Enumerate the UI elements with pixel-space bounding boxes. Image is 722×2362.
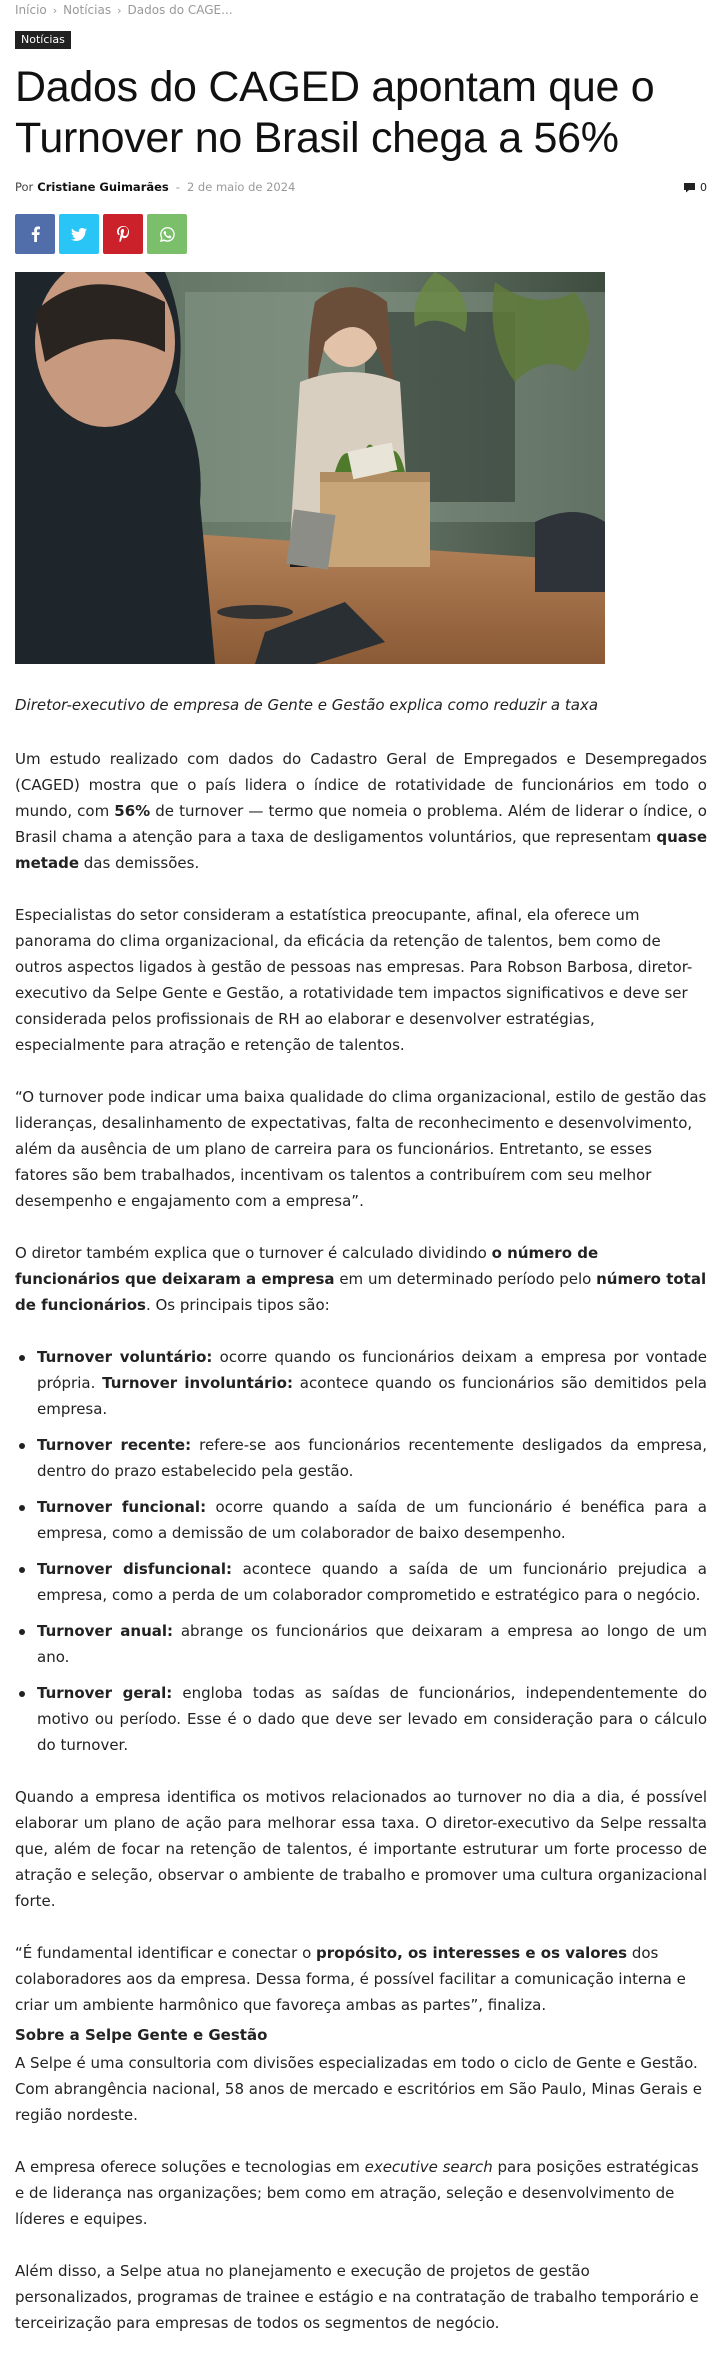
text-span: “É fundamental identificar e conectar o [15,1944,317,1962]
list-item-desc: abrange os funcionários que deixaram a empresa ao longo de um ano. [37,1622,708,1666]
bold-text: os interesses e os valores [408,1944,628,1962]
share-buttons [15,214,707,254]
text-span: A empresa oferece soluções e tecnologias em [15,2158,365,2176]
bold-text: o número de funcionários que deixaram a empresa [15,1244,599,1288]
pinterest-share-button[interactable] [103,214,143,254]
list-item [37,1618,707,1670]
paragraph-8 [15,2154,707,2232]
bold-text: propósito [316,1944,398,1962]
comment-icon [683,182,696,193]
article-title: Dados do CAGED apontam que o Turnover no Brasil chega a 56% [15,63,655,162]
text-span: O diretor também explica que o turnover é calculado dividindo [15,1244,492,1262]
list-item-term: Turnover anual: [37,1622,174,1640]
comments-count-value: 0 [700,180,707,194]
pinterest-icon [117,226,129,242]
paragraph-3-quote: “O turnover pode indicar uma baixa qualidade do clima organizacional, estilo de gestão das lideranças, desalinhamento de expectativas, falta de reconhecimento e desenvolvimento, além da ausência de um plano de carreira para os funcionários. Entretanto, se esses fatores são bem trabalhados, incentivam os talentos a contribuírem com seu melhor desempenho e engajamento com a empresa”. [15,1088,707,1210]
publish-date: 2 de maio de 2024 [186,180,296,194]
hero-photo-illustration [15,272,605,664]
list-item [37,1344,707,1422]
breadcrumb-home[interactable]: Início [15,3,47,17]
paragraph-4 [15,1240,707,1318]
article-meta [15,178,707,196]
list-item [37,1494,707,1546]
chevron-right-icon: › [117,4,122,17]
list-item [37,1680,707,1758]
bold-text: , [397,1944,408,1962]
list-item-term: Turnover geral: [37,1684,173,1702]
bold-text: quase metade [15,828,707,872]
whatsapp-icon [159,226,176,243]
by-label: Por [15,180,34,194]
paragraph-2: Especialistas do setor consideram a estatística preocupante, afinal, ela oferece um panorama do clima organizacional, da eficácia da retenção de talentos, bem como de outros aspectos ligados à gestão de pessoas nas empresas. Para Robson Barbosa, diretor-executivo da Selpe Gente e Gestão, a rotatividade tem impactos significativos e deve ser considerada pelos profissionais de RH ao elaborar e desenvolver estratégias, especialmente para atração e retenção de talentos. [15,906,693,1054]
list-item-desc: ocorre quando a saída de um funcionário é benéfica para a empresa, como a demissão de um colaborador de baixo desempenho. [37,1498,707,1542]
list-item-desc: engloba todas as saídas de funcionários, independentemente do motivo ou período. Esse é o dado que deve ser levado em consideração para o cálculo do turnover. [37,1684,707,1754]
paragraph-7: A Selpe é uma consultoria com divisões especializadas em todo o ciclo de Gente e Gestão. Com abrangência nacional, 58 anos de mercado e escritórios em São Paulo, Minas Gerais e região nordeste. [15,2054,702,2124]
text-span: para posições estratégicas e de liderança nas organizações; bem como em atração, seleção e desenvolvimento de líderes e equipes. [15,2158,699,2228]
breadcrumb [15,0,707,22]
meta-separator: - [175,180,180,194]
category-tag[interactable]: Notícias [15,31,71,49]
twitter-icon [71,228,87,241]
bold-text: número total de funcionários [15,1270,707,1314]
text-span: de turnover — termo que nomeia o problema. Além de liderar o índice, o Brasil chama a atenção para a taxa de desligamentos voluntários, que representam [15,802,707,846]
list-item-desc: acontece quando os funcionários são demitidos pela empresa. [37,1374,707,1418]
facebook-icon [31,226,40,242]
author-link[interactable]: Cristiane Guimarães [37,180,169,194]
article-body [15,746,707,2336]
text-span: . Os principais tipos são: [145,1296,330,1314]
about-heading: Sobre a Selpe Gente e Gestão [15,2026,268,2044]
hero-image [15,272,605,664]
italic-text: executive search [364,2158,493,2176]
whatsapp-share-button[interactable] [147,214,187,254]
list-item-term: Turnover disfuncional: [37,1560,232,1578]
list-item [37,1432,707,1484]
facebook-share-button[interactable] [15,214,55,254]
turnover-types-list [15,1344,707,1758]
list-item-desc: acontece quando a saída de um funcionário prejudica a empresa, como a perda de um colaborador comprometido e estratégico para o negócio. [37,1560,707,1604]
list-item-term: Turnover funcional: [37,1498,207,1516]
twitter-share-button[interactable] [59,214,99,254]
list-item-term: Turnover voluntário: [37,1348,213,1366]
paragraph-1 [15,746,707,876]
list-item-term: Turnover involuntário: [102,1374,293,1392]
list-item-desc: refere-se aos funcionários recentemente desligados da empresa, dentro do prazo estabelecido pela gestão. [37,1436,707,1480]
paragraph-6-quote [15,1940,707,2018]
breadcrumb-section[interactable]: Notícias [63,3,112,17]
breadcrumb-current: Dados do CAGE... [127,3,233,17]
text-span: dos colaboradores aos da empresa. Dessa forma, é possível facilitar a comunicação interna e criar um ambiente harmônico que favoreça ambas as partes”, finaliza. [15,1944,686,2014]
paragraph-9: Além disso, a Selpe atua no planejamento e execução de projetos de gestão personalizados, programas de trainee e estágio e na contratação de trabalho temporário e terceirização para empresas de todos os segmentos de negócio. [15,2262,699,2332]
paragraph-5: Quando a empresa identifica os motivos relacionados ao turnover no dia a dia, é possível elaborar um plano de ação para melhorar essa taxa. O diretor-executivo da Selpe ressalta que, além de focar na retenção de talentos, é importante estruturar um forte processo de atração e seleção, observar o ambiente de trabalho e promover uma cultura organizacional forte. [15,1788,707,1910]
image-caption: Diretor-executivo de empresa de Gente e Gestão explica como reduzir a taxa [15,696,599,714]
text-span: em um determinado período pelo [334,1270,597,1288]
comments-count[interactable] [683,181,707,194]
list-item-term: Turnover recente: [37,1436,192,1454]
list-item-desc: ocorre quando os funcionários deixam a empresa por vontade própria. [37,1348,707,1392]
bold-text: 56% [114,802,151,820]
text-span: Um estudo realizado com dados do Cadastro Geral de Empregados e Desempregados (CAGED) mostra que o país lidera o índice de rotatividade de funcionários em todo o mundo, com [15,750,707,820]
chevron-right-icon: › [52,4,58,17]
list-item [37,1556,707,1608]
text-span: das demissões. [79,854,200,872]
